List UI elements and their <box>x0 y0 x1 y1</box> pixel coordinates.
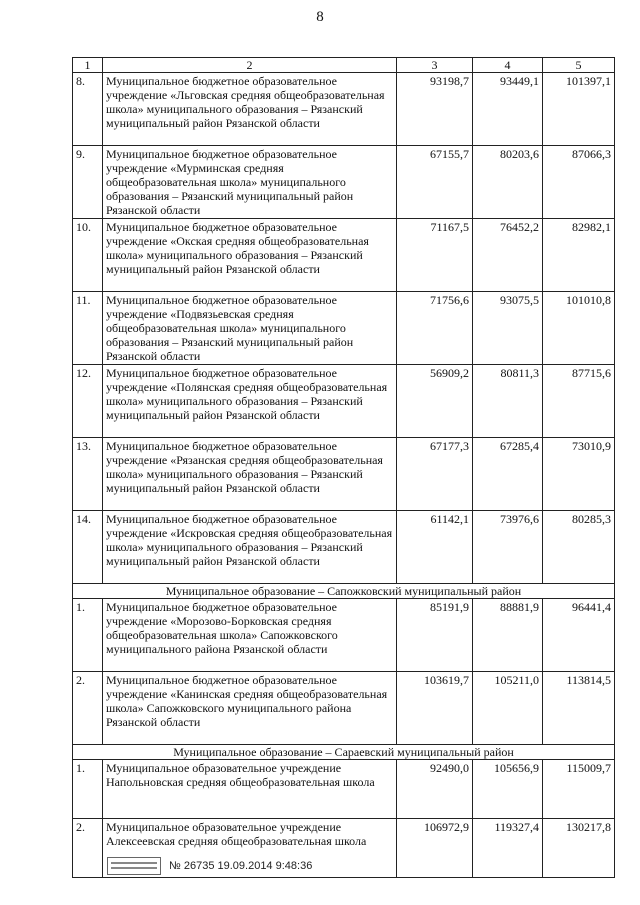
institution-name: Муниципальное бюджетное образовательное учреждение «Канинская средняя общеобразовательная школа» Сапожковского муниципального района Рязанской области <box>103 672 397 745</box>
column-header: 1 <box>73 58 103 73</box>
value-col3: 71167,5 <box>397 219 473 292</box>
value-col4: 73976,6 <box>473 511 543 584</box>
value-col5: 87066,3 <box>543 146 615 219</box>
value-col5: 80285,3 <box>543 511 615 584</box>
value-col5: 82982,1 <box>543 219 615 292</box>
row-number: 12. <box>73 365 103 438</box>
table-row <box>73 599 615 672</box>
value-col3: 85191,9 <box>397 599 473 672</box>
column-header: 3 <box>397 58 473 73</box>
row-number: 9. <box>73 146 103 219</box>
table-row <box>73 511 615 584</box>
value-col3: 92490,0 <box>397 760 473 819</box>
page-number: 8 <box>316 9 324 25</box>
institution-name: Муниципальное бюджетное образовательное учреждение «Мурминская средняя общеобразовательная школа» муниципального образования – Рязанский муниципальный район Рязанской области <box>103 146 397 219</box>
value-col4: 67285,4 <box>473 438 543 511</box>
row-number: 14. <box>73 511 103 584</box>
value-col5: 87715,6 <box>543 365 615 438</box>
budget-table <box>72 57 615 878</box>
value-col3: 56909,2 <box>397 365 473 438</box>
row-number: 2. <box>73 819 103 878</box>
institution-name: Муниципальное бюджетное образовательное учреждение «Подвязьевская средняя общеобразовательная школа» муниципального образования – Рязанский муниципальный район Рязанской области <box>103 292 397 365</box>
value-col4: 93075,5 <box>473 292 543 365</box>
institution-name: Муниципальное образовательное учреждение Напольновская средняя общеобразовательная школа <box>103 760 397 819</box>
value-col3: 67177,3 <box>397 438 473 511</box>
section-title: Муниципальное образование – Сараевский муниципальный район <box>73 745 615 760</box>
row-number: 10. <box>73 219 103 292</box>
value-col5: 73010,9 <box>543 438 615 511</box>
table-row <box>73 292 615 365</box>
value-col3: 71756,6 <box>397 292 473 365</box>
value-col4: 76452,2 <box>473 219 543 292</box>
row-number: 11. <box>73 292 103 365</box>
value-col3: 103619,7 <box>397 672 473 745</box>
value-col4: 88881,9 <box>473 599 543 672</box>
stamp-text: № 26735 19.09.2014 9:48:36 <box>169 860 313 872</box>
value-col4: 80811,3 <box>473 365 543 438</box>
table-row <box>73 219 615 292</box>
row-number: 13. <box>73 438 103 511</box>
value-col5: 113814,5 <box>543 672 615 745</box>
value-col5: 101397,1 <box>543 73 615 146</box>
column-header: 5 <box>543 58 615 73</box>
value-col3: 106972,9 <box>397 819 473 878</box>
value-col4: 93449,1 <box>473 73 543 146</box>
table-row <box>73 365 615 438</box>
value-col5: 96441,4 <box>543 599 615 672</box>
institution-name: Муниципальное бюджетное образовательное учреждение «Рязанская средняя общеобразовательная школа» муниципального образования – Рязанский муниципальный район Рязанской области <box>103 438 397 511</box>
row-number: 2. <box>73 672 103 745</box>
table-row <box>73 438 615 511</box>
institution-name: Муниципальное бюджетное образовательное учреждение «Искровская средняя общеобразовательная школа» муниципального образования – Рязанский муниципальный район Рязанской области <box>103 511 397 584</box>
value-col4: 119327,4 <box>473 819 543 878</box>
table-row <box>73 672 615 745</box>
section-title: Муниципальное образование – Сапожковский муниципальный район <box>73 584 615 599</box>
column-header: 4 <box>473 58 543 73</box>
value-col4: 80203,6 <box>473 146 543 219</box>
section-header-row <box>73 584 615 599</box>
value-col4: 105656,9 <box>473 760 543 819</box>
institution-name: Муниципальное образовательное учреждение Алексеевская средняя общеобразовательная школа <box>103 819 397 878</box>
value-col5: 130217,8 <box>543 819 615 878</box>
institution-name: Муниципальное бюджетное образовательное учреждение «Полянская средняя общеобразовательная школа» муниципального образования – Рязанский муниципальный район Рязанской области <box>103 365 397 438</box>
document-stamp <box>107 856 312 876</box>
table-row <box>73 146 615 219</box>
section-header-row <box>73 745 615 760</box>
value-col5: 101010,8 <box>543 292 615 365</box>
table-row <box>73 760 615 819</box>
value-col3: 67155,7 <box>397 146 473 219</box>
table-row <box>73 73 615 146</box>
value-col4: 105211,0 <box>473 672 543 745</box>
registry-logo-icon <box>107 857 161 875</box>
institution-name: Муниципальное бюджетное образовательное учреждение «Льговская средняя общеобразовательная школа» муниципального образования – Рязанский муниципальный район Рязанской области <box>103 73 397 146</box>
row-number: 8. <box>73 73 103 146</box>
value-col5: 115009,7 <box>543 760 615 819</box>
institution-name: Муниципальное бюджетное образовательное учреждение «Окская средняя общеобразовательная школа» муниципального образования – Рязанский муниципальный район Рязанской области <box>103 219 397 292</box>
value-col3: 93198,7 <box>397 73 473 146</box>
table-header-row <box>73 58 615 73</box>
row-number: 1. <box>73 760 103 819</box>
institution-name: Муниципальное бюджетное образовательное учреждение «Морозово-Борковская средняя общеобразовательная школа» Сапожковского муниципального района Рязанской области <box>103 599 397 672</box>
value-col3: 61142,1 <box>397 511 473 584</box>
row-number: 1. <box>73 599 103 672</box>
column-header: 2 <box>103 58 397 73</box>
